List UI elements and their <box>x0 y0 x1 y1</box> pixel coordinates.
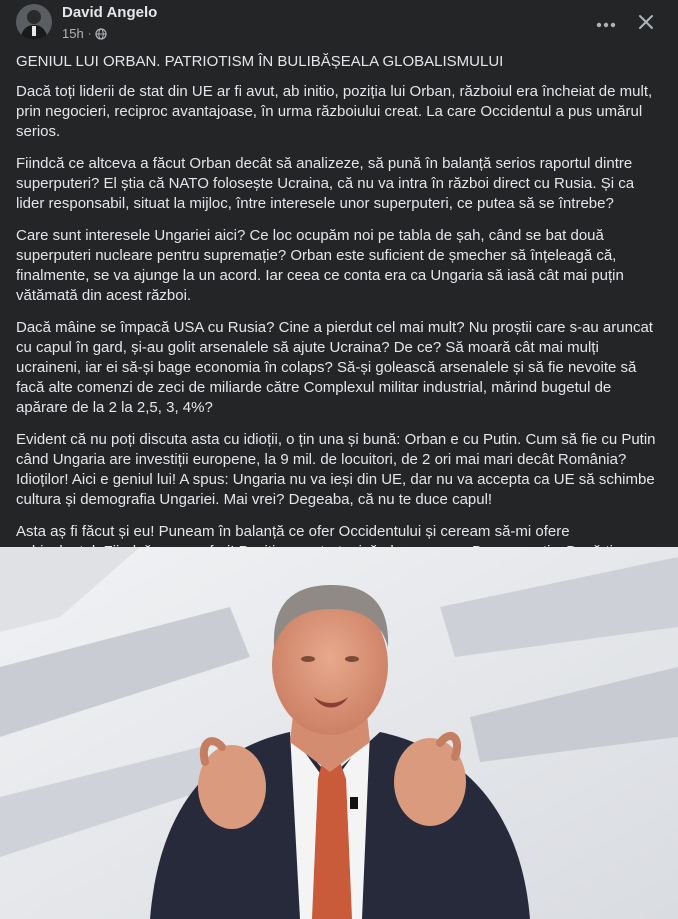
post-header <box>0 0 678 44</box>
post-paragraph: Care sunt interesele Ungariei aici? Ce loc ocupăm noi pe tabla de șah, când se bat două superputeri nucleare pentru supremație? Orban este suficient de șmecher să înțeleagă că, finalmente, se va ajunge la un acord. Iar ceea ce conta era ca Ungaria să iasă cât mai puțin vătămată din acest război. <box>16 227 624 304</box>
more-options-button[interactable] <box>594 12 618 36</box>
more-horizontal-icon <box>596 15 616 33</box>
close-icon <box>638 14 654 35</box>
close-button[interactable] <box>634 12 658 36</box>
author-name[interactable]: David Angelo <box>62 4 158 21</box>
post-text <box>16 52 656 594</box>
post-paragraph: Asta aș fi făcut și eu! Puneam în balanță ce ofer Occidentului și ceream să-mi ofere <box>16 523 570 540</box>
author-avatar[interactable] <box>16 4 52 40</box>
post-paragraph: Evident că nu poți discuta asta cu idioții, o țin una și bună: Orban e cu Putin. Cum să fie cu Putin când Ungaria are investiții europene, la 9 mil. de locuitori, de 2 ori mai mari decât România? Idioților! Aici e geniul lui! A spus: Ungaria nu va ieși din UE, dar nu va accepta ca UE să schimbe cultura și demografia Ungariei. Mai vrei? Degeaba, că nu te duce capul! <box>16 431 656 508</box>
post-meta <box>62 26 107 41</box>
post-paragraph: Dacă toți liderii de stat din UE ar fi avut, ab initio, poziția lui Orban, războiul era încheiat de mult, prin negocieri, reciproc avantajoase, în urma războiului creat. La care Occidentul a pus umărul serios. <box>16 83 653 140</box>
post-time[interactable]: 15h <box>62 26 84 41</box>
post-photo[interactable] <box>0 547 678 919</box>
post-paragraph: Fiindcă ce altceva a făcut Orban decât să analizeze, să pună în balanță serios raportul dintre superputeri? El știa că NATO folosește Ucraina, că nu va intra în război direct cu Rusia. Și ca lider responsabil, situat la mijloc, între interesele unor superputeri, ce putea să se întrebe? <box>16 155 635 212</box>
globe-icon <box>95 28 107 40</box>
post-paragraph: Dacă mâine se împacă USA cu Rusia? Cine a pierdut cel mai mult? Nu proștii care s-au aruncat cu capul în gard, și-au golit arsenalele să ajute Ucraina? De ce? Să moară cât mai mulți ucraineni, iar ei să-și bage economia în colaps? Să-și golească arsenalele și să fie nevoite să facă alte comenzi de zeci de miliarde către Complexul militar industrial, mărind bugetul de apărare de la 2 la 2,5, 3, 4%? <box>16 319 653 416</box>
meta-separator: · <box>87 27 92 40</box>
post-title: GENIUL LUI ORBAN. PATRIOTISM ÎN BULIBĂȘEALA GLOBALISMULUI <box>16 53 504 70</box>
